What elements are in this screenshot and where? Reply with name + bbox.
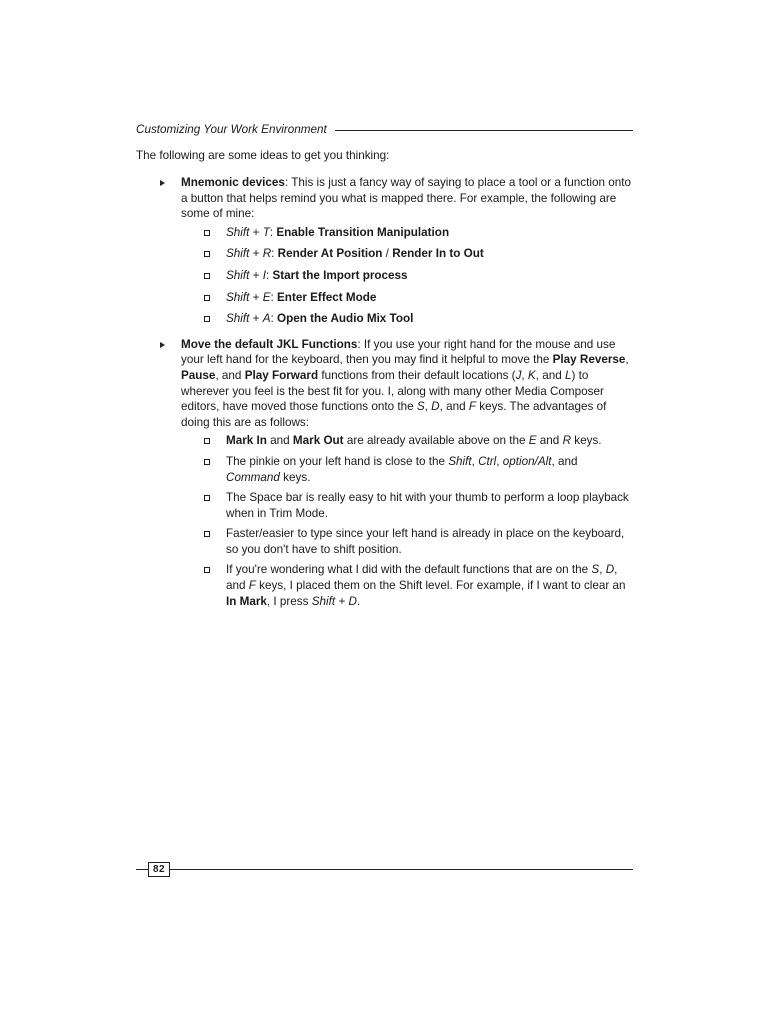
text-run: , and xyxy=(226,563,618,593)
shortcut-separator: : xyxy=(270,312,278,326)
shortcut-item xyxy=(181,290,633,306)
shortcut-action: Enter Effect Mode xyxy=(277,290,377,304)
text-run: and xyxy=(266,434,293,448)
square-bullet-icon xyxy=(204,295,210,301)
italic-run: Shift + D xyxy=(311,594,357,608)
square-bullet-icon xyxy=(204,567,210,573)
shortcut-item xyxy=(181,311,633,327)
bold-run: Play Reverse xyxy=(552,353,626,367)
shortcut-modifier: Shift xyxy=(226,312,250,326)
text-run: The pinkie on your left hand is close to the xyxy=(226,454,449,468)
shortcut-modifier: Shift xyxy=(226,225,250,239)
shortcut-action: Enable Transition Manipulation xyxy=(276,225,450,239)
shortcut-item xyxy=(181,225,633,241)
advantage-item xyxy=(181,526,633,557)
page-footer xyxy=(136,860,633,878)
text-run: Faster/easier to type since your left hand is already in place on the keyboard, so you don't have to shift position. xyxy=(226,527,625,556)
italic-run: F xyxy=(468,400,476,414)
text-run: keys. xyxy=(279,470,311,484)
italic-run: R xyxy=(562,434,572,448)
shortcut-separator: : xyxy=(271,247,278,261)
bold-run: Pause xyxy=(181,368,216,382)
mnemonic-description: : This is just a fancy way of saying to place a tool or a function onto a button that helps remind you what is mapped there. For example, the following are some of mine: xyxy=(181,176,631,221)
shortcut-key: I xyxy=(262,268,266,282)
italic-run: Shift xyxy=(448,454,472,468)
text-run: : If you use your right hand for the mouse and use your left hand for the keyboard, then you may find it helpful to move the xyxy=(181,337,616,367)
term-mnemonic-devices: Mnemonic devices xyxy=(181,176,285,189)
bold-run: Mark In xyxy=(226,434,267,448)
text-run: keys, I placed them on the Shift level. For example, if I want to clear an xyxy=(255,579,626,593)
shortcut-action-alt: Render In to Out xyxy=(392,247,484,261)
advantage-item xyxy=(181,433,633,449)
italic-run: Command xyxy=(226,470,280,484)
footer-rule xyxy=(170,869,633,870)
shortcut-plus: + xyxy=(249,225,263,239)
text-run: , xyxy=(471,454,479,468)
bold-run: Mark Out xyxy=(292,434,344,448)
text-run: , and xyxy=(551,454,578,468)
running-title: Customizing Your Work Environment xyxy=(136,123,327,136)
square-bullet-icon xyxy=(204,531,210,537)
text-run: , xyxy=(599,563,606,577)
advantage-item xyxy=(181,490,633,521)
text-run: ) to wherever you feel is the best fit for you. I, along with many other Media Composer editors, have moved those functions onto the xyxy=(181,368,604,414)
italic-run: E xyxy=(528,434,537,448)
term-move-jkl: Move the default JKL Functions xyxy=(181,337,358,351)
text-run: and xyxy=(536,434,563,448)
shortcut-plus: + xyxy=(249,312,263,326)
shortcut-plus: + xyxy=(249,290,263,304)
list-item-mnemonic-devices xyxy=(136,175,633,327)
square-bullet-icon xyxy=(204,316,210,322)
text-run: functions from their default locations ( xyxy=(318,368,516,382)
list-item-move-jkl xyxy=(136,337,633,610)
square-bullet-icon xyxy=(204,438,210,444)
shortcut-action: Render At Position xyxy=(277,247,383,261)
square-bullet-icon xyxy=(204,459,210,465)
italic-run: K xyxy=(527,368,536,382)
text-run: are already available above on the xyxy=(343,434,529,448)
advantage-item xyxy=(181,562,633,609)
advantage-item xyxy=(181,454,633,485)
text-run: , xyxy=(496,454,503,468)
square-bullet-icon xyxy=(204,251,210,257)
triangle-bullet-icon xyxy=(160,180,165,186)
shortcut-modifier: Shift xyxy=(226,268,250,282)
intro-paragraph: The following are some ideas to get you thinking: xyxy=(136,149,390,162)
text-run: keys. The advantages of doing this are as follows: xyxy=(181,400,607,429)
square-bullet-icon xyxy=(204,273,210,279)
shortcut-item xyxy=(181,268,633,284)
shortcut-separator: : xyxy=(270,290,278,304)
italic-run: S xyxy=(591,563,600,577)
text-run: , I press xyxy=(266,594,312,608)
footer-lead-rule xyxy=(136,869,148,870)
text-run: , and xyxy=(439,400,469,414)
shortcut-action: Start the Import process xyxy=(272,268,408,282)
square-bullet-icon xyxy=(204,230,210,236)
italic-run: F xyxy=(248,579,256,593)
shortcut-plus: + xyxy=(249,247,263,261)
text-run: , xyxy=(521,368,528,382)
shortcut-key: R xyxy=(262,247,272,261)
triangle-bullet-icon xyxy=(160,342,165,348)
italic-run: S xyxy=(416,400,425,414)
italic-run: D xyxy=(605,563,615,577)
italic-run: L xyxy=(564,368,572,382)
shortcut-item xyxy=(181,246,633,262)
running-header xyxy=(136,122,633,138)
header-rule xyxy=(335,130,633,131)
text-run: . xyxy=(356,594,361,608)
bold-run: Play Forward xyxy=(244,368,319,382)
shortcut-separator: : xyxy=(269,225,277,239)
text-run: keys. xyxy=(571,434,602,448)
shortcut-plus: + xyxy=(249,268,263,282)
shortcut-slash: / xyxy=(382,247,393,261)
text-run: , and xyxy=(535,368,565,382)
text-run: , and xyxy=(215,368,245,382)
italic-run: D xyxy=(431,400,440,414)
square-bullet-icon xyxy=(204,495,210,501)
advantages-list xyxy=(181,433,633,609)
shortcut-modifier: Shift xyxy=(226,290,250,304)
shortcut-key: T xyxy=(262,225,270,239)
shortcut-modifier: Shift xyxy=(226,247,250,261)
page-number: 82 xyxy=(148,862,170,877)
bold-run: In Mark xyxy=(226,594,267,608)
italic-run: J xyxy=(515,368,522,382)
text-run: , xyxy=(424,400,432,414)
text-run: , xyxy=(625,353,629,367)
shortcut-key: A xyxy=(262,312,271,326)
italic-run: Ctrl xyxy=(478,454,497,468)
text-run: If you're wondering what I did with the default functions that are on the xyxy=(226,563,592,577)
shortcut-action: Open the Audio Mix Tool xyxy=(277,312,414,326)
idea-list xyxy=(136,175,633,619)
shortcut-separator: : xyxy=(265,268,273,282)
italic-run: option/Alt xyxy=(502,454,552,468)
shortcut-list xyxy=(181,225,633,327)
shortcut-key: E xyxy=(262,290,271,304)
text-run: The Space bar is really easy to hit with your thumb to perform a loop playback when in Trim Mode. xyxy=(226,491,629,520)
